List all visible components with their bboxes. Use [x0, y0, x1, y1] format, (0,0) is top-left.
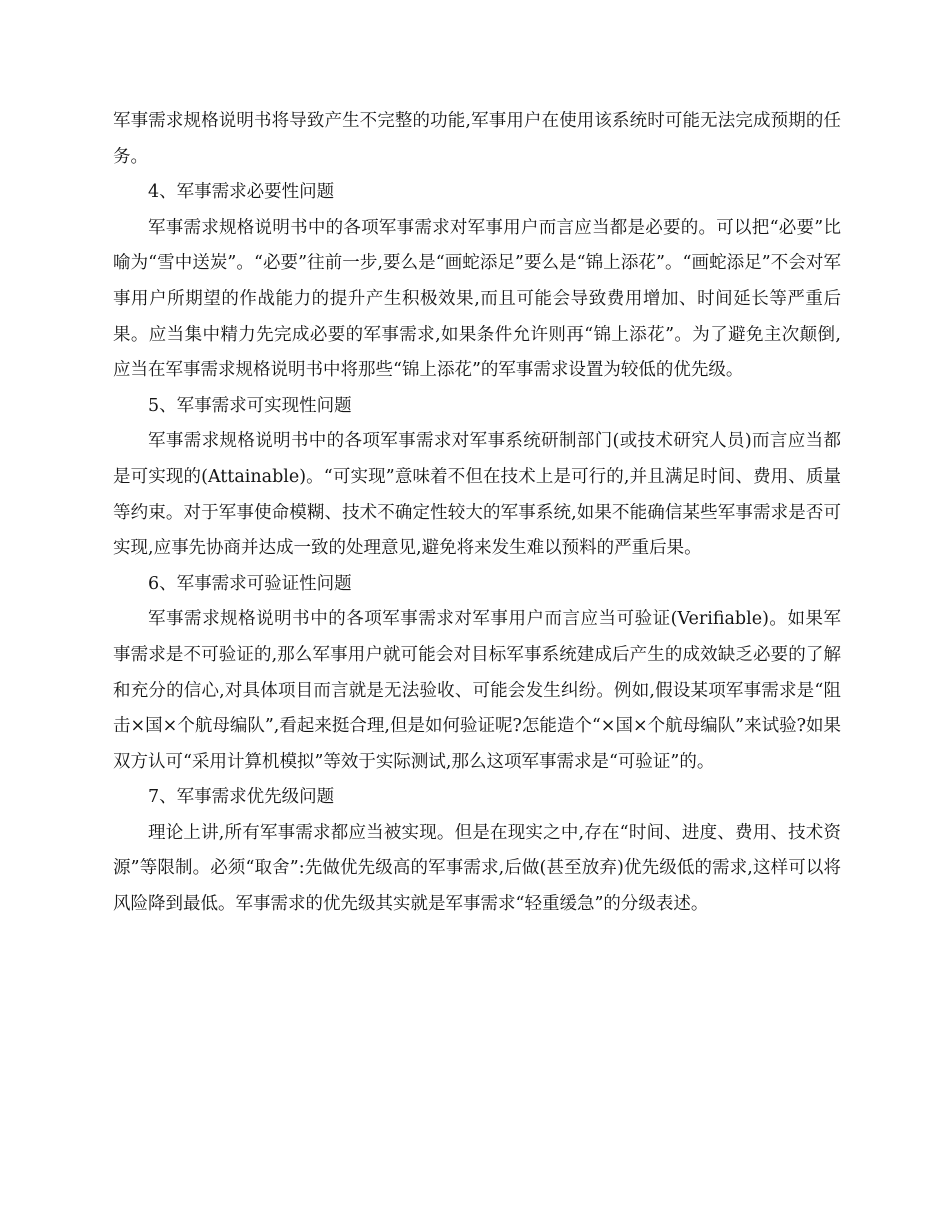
paragraph-continuation: 军事需求规格说明书将导致产生不完整的功能,军事用户在使用该系统时可能无法完成预期的任务。: [113, 111, 841, 167]
section-heading-attainability: 5、军事需求可实现性问题: [148, 395, 352, 416]
document-body: [113, 104, 841, 923]
paragraph-attainability: 军事需求规格说明书中的各项军事需求对军事系统研制部门(或技术研究人员)而言应当都是可实现的(Attainable)。“可实现”意味着不但在技术上是可行的,并且满足时间、费用、质量等约束。对于军事使命模糊、技术不确定性较大的军事系统,如果不能确信某些军事需求是否可实现,应事先协商并达成一致的处理意见,避免将来发生难以预料的严重后果。: [113, 431, 841, 559]
section-heading-priority: 7、军事需求优先级问题: [148, 787, 335, 808]
paragraph-verifiability: 军事需求规格说明书中的各项军事需求对军事用户而言应当可验证(Verifiable)。如果军事需求是不可验证的,那么军事用户就可能会对目标军事系统建成后产生的成效缺乏必要的了解和充分的信心,对具体项目而言就是无法验收、可能会发生纠纷。例如,假设某项军事需求是“阻击×国×个航母编队”,看起来挺合理,但是如何验证呢?怎能造个“×国×个航母编队”来试验?如果双方认可“采用计算机模拟”等效于实际测试,那么这项军事需求是“可验证”的。: [113, 609, 841, 772]
section-heading-verifiability: 6、军事需求可验证性问题: [148, 573, 352, 594]
section-heading-necessity: 4、军事需求必要性问题: [148, 182, 335, 203]
paragraph-priority: 理论上讲,所有军事需求都应当被实现。但是在现实之中,存在“时间、进度、费用、技术资源”等限制。必须“取舍”:先做优先级高的军事需求,后做(甚至放弃)优先级低的需求,这样可以将风险降到最低。军事需求的优先级其实就是军事需求“轻重缓急”的分级表述。: [113, 822, 841, 915]
paragraph-necessity: 军事需求规格说明书中的各项军事需求对军事用户而言应当都是必要的。可以把“必要”比喻为“雪中送炭”。“必要”往前一步,要么是“画蛇添足”要么是“锦上添花”。“画蛇添足”不会对军事用户所期望的作战能力的提升产生积极效果,而且可能会导致费用增加、时间延长等严重后果。应当集中精力先完成必要的军事需求,如果条件允许则再“锦上添花”。为了避免主次颠倒,应当在军事需求规格说明书中将那些“锦上添花”的军事需求设置为较低的优先级。: [113, 217, 841, 381]
